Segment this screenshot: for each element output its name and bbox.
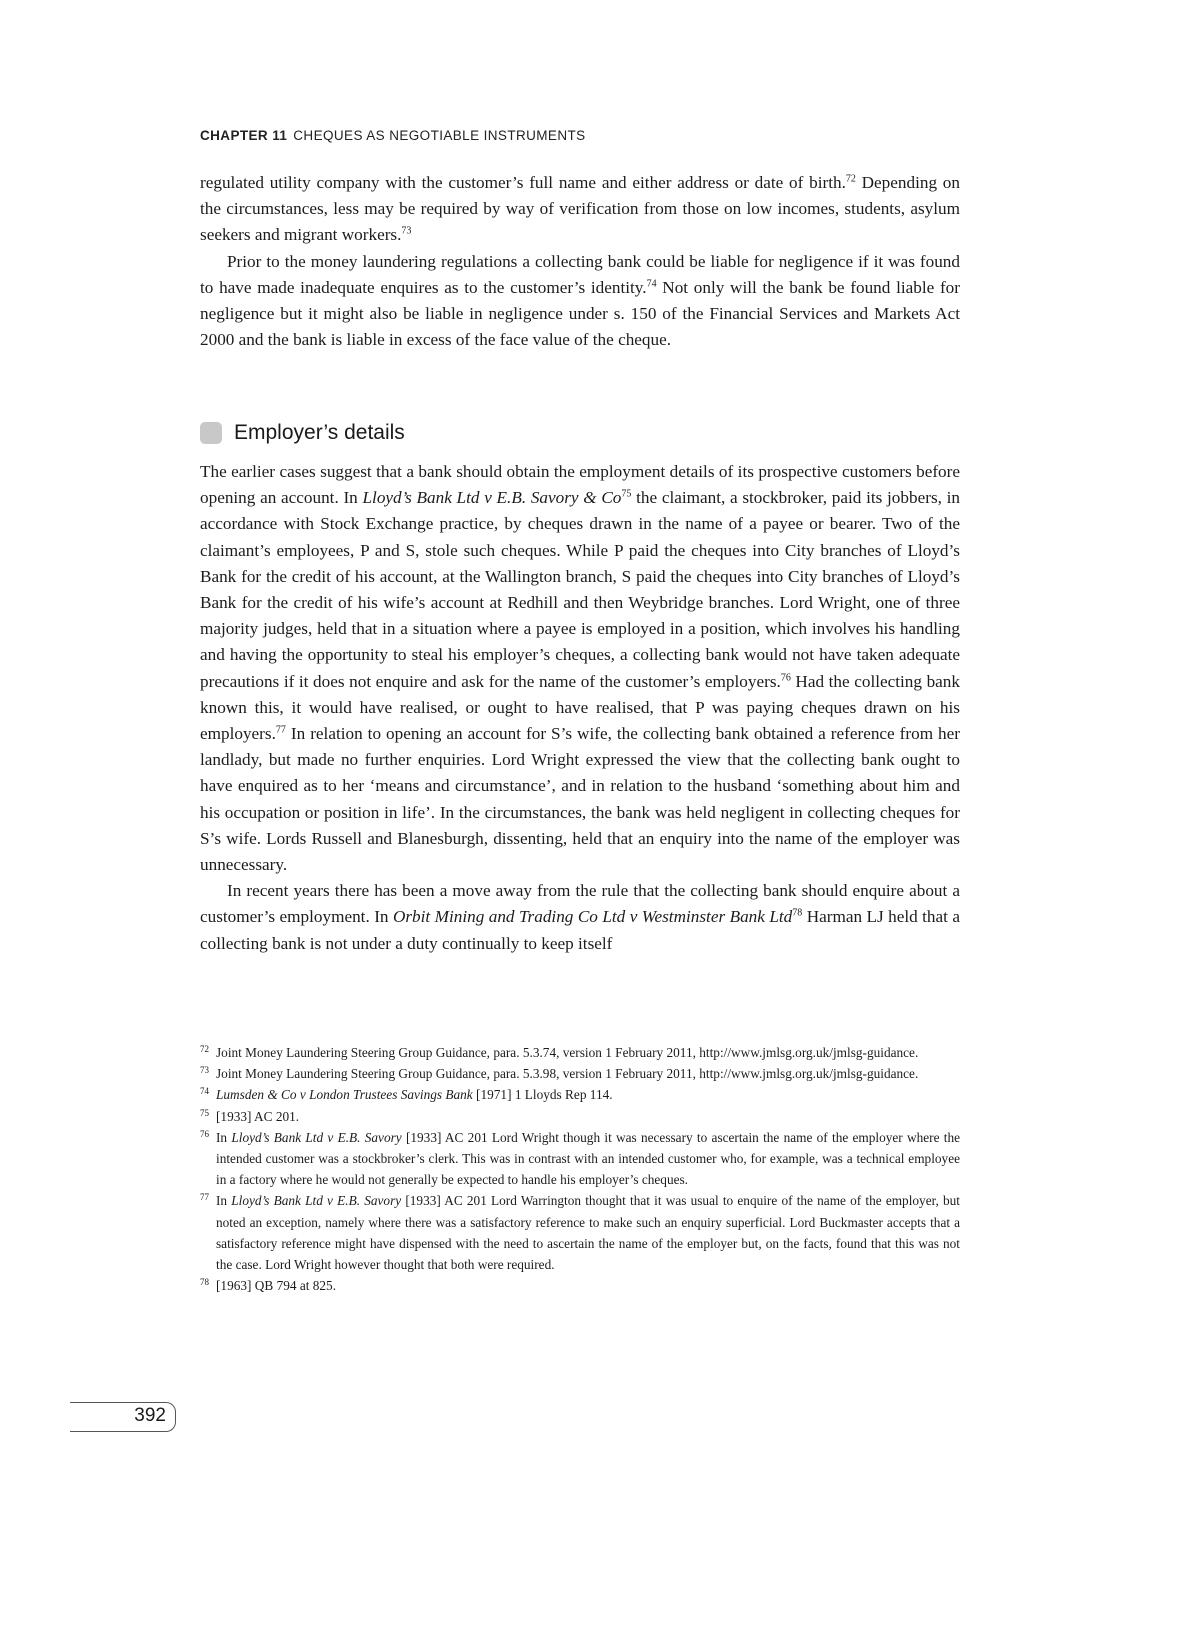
footnotes bbox=[200, 1042, 960, 1296]
footnote-number: 78 bbox=[200, 1277, 209, 1288]
footnote-text: [1971] 1 Lloyds Rep 114. bbox=[472, 1087, 613, 1103]
footnote-ref[interactable]: 75 bbox=[621, 488, 632, 500]
case-name: Lumsden & Co v London Trustees Savings Bank bbox=[216, 1087, 473, 1103]
footnote bbox=[200, 1127, 960, 1191]
footnote-text: Joint Money Laundering Steering Group Guidance, para. 5.3.98, version 1 February 2011, http://www.jmlsg.org.uk/jmlsg-guidance. bbox=[216, 1066, 919, 1082]
case-name: Orbit Mining and Trading Co Ltd v Westminster Bank Ltd bbox=[392, 907, 793, 927]
footnote-number: 72 bbox=[200, 1044, 209, 1054]
footnote bbox=[200, 1084, 960, 1105]
text-run: Not only will the bank be found liable for negligence but it might also be liable in negligence under s. 150 of the Financial Services and Markets Act 2000 and the bank is liable in excess of the face value of the cheque. bbox=[200, 277, 960, 350]
footnote-ref[interactable]: 78 bbox=[792, 907, 803, 919]
case-name: Lloyd’s Bank Ltd v E.B. Savory bbox=[231, 1193, 402, 1209]
text-run: Depending on the circumstances, less may be required by way of verification from those on low incomes, students, asylum seekers and migrant workers. bbox=[200, 173, 960, 245]
section-heading bbox=[200, 418, 405, 448]
text-run: Prior to the money laundering regulations a collecting bank could be liable for negligence if it was found to have made inadequate enquires as to the customer’s identity. bbox=[200, 251, 960, 297]
main-paragraph-2 bbox=[200, 878, 960, 957]
page-number: 392 bbox=[134, 1405, 166, 1426]
intro-paragraph-1 bbox=[200, 170, 960, 249]
case-name: Lloyd’s Bank Ltd v E.B. Savory & Co bbox=[362, 488, 622, 508]
main-text bbox=[200, 459, 960, 957]
footnote bbox=[200, 1063, 960, 1084]
chapter-label: CHAPTER 11 bbox=[200, 128, 288, 143]
footnote bbox=[200, 1106, 960, 1127]
text-run: In relation to opening an account for S’s wife, the collecting bank obtained a reference from her landlady, but made no further enquiries. Lord Wright expressed the view that the collecting bank ought to have enquired as to her ‘means and circumstance’, and in relation to the husband ‘something about him and his occupation or position in life’. In the circumstances, the bank was held negligent in collecting cheques for S’s wife. Lords Russell and Blanesburgh, dissenting, held that an enquiry into the name of the employer was unnecessary. bbox=[200, 724, 960, 875]
footnote-ref[interactable]: 72 bbox=[845, 173, 856, 185]
footnote-ref[interactable]: 77 bbox=[275, 724, 286, 736]
footnote-number: 75 bbox=[200, 1107, 209, 1118]
text-run: Had the collecting bank known this, it would have realised, or ought to have realised, that P was paying cheques drawn on his employers. bbox=[200, 671, 960, 744]
running-head bbox=[200, 128, 586, 143]
footnote bbox=[200, 1275, 960, 1296]
page-number-tab bbox=[70, 1402, 176, 1432]
footnote-number: 74 bbox=[200, 1086, 209, 1097]
footnote bbox=[200, 1042, 960, 1063]
footnote-ref[interactable]: 73 bbox=[401, 225, 412, 237]
text-run: regulated utility company with the customer’s full name and either address or date of birth. bbox=[200, 173, 846, 192]
footnote-ref[interactable]: 76 bbox=[780, 671, 791, 683]
main-paragraph-1 bbox=[200, 459, 960, 878]
footnote-number: 76 bbox=[200, 1128, 209, 1139]
footnote-text: Joint Money Laundering Steering Group Guidance, para. 5.3.74, version 1 February 2011, http://www.jmlsg.org.uk/jmlsg-guidance. bbox=[216, 1045, 919, 1060]
footnote-text: In bbox=[216, 1193, 232, 1209]
text-run: the claimant, a stockbroker, paid its jobbers, in accordance with Stock Exchange practice, by cheques drawn in the name of a payee or bearer. Two of the claimant’s employees, P and S, stole such cheques. While P paid the cheques into City branches of Lloyd’s Bank for the credit of his account, at the Wallington branch, S paid the cheques into City branches of Lloyd’s Bank for the credit of his wife’s account at Redhill and then Weybridge branches. Lord Wright, one of three majority judges, held that in a situation where a payee is employed in a position, which involves his handling and having the opportunity to steal his employer’s cheques, a collecting bank would not have taken adequate precautions if it does not enquire and ask for the name of the customer’s employers. bbox=[200, 488, 961, 691]
footnote-text: [1933] AC 201. bbox=[216, 1108, 300, 1124]
footnote-text: [1963] QB 794 at 825. bbox=[216, 1278, 337, 1294]
text-run: Harman LJ held that a collecting bank is not under a duty continually to keep itself bbox=[200, 907, 960, 953]
intro-text bbox=[200, 170, 960, 353]
footnote-ref[interactable]: 74 bbox=[646, 278, 657, 290]
case-name: Lloyd’s Bank Ltd v E.B. Savory bbox=[231, 1129, 402, 1145]
footnote-number: 73 bbox=[200, 1065, 209, 1076]
section-title: Employer’s details bbox=[234, 421, 405, 444]
footnote-text: In bbox=[216, 1129, 232, 1145]
text-run: In recent years there has been a move away from the rule that the collecting bank should enquire about a customer’s employment. In bbox=[200, 881, 960, 927]
footnote-text: [1933] AC 201 Lord Wright though it was necessary to ascertain the name of the employer where the intended customer was a stockbroker’s clerk. This was in contrast with an intended customer who, for example, was a technical employee in a factory where he would not generally be expected to handle his employer’s cheques. bbox=[216, 1129, 960, 1188]
footnote-number: 77 bbox=[200, 1192, 209, 1203]
footnote-text: [1933] AC 201 Lord Warrington thought that it was usual to enquire of the name of the employer, but noted an exception, namely where there was a satisfactory reference to make such an enquiry superficial. Lord Buckmaster accepts that a satisfactory reference might have dispensed with the need to ascertain the name of the employer but, on the facts, found that this was not the case. Lord Wright however thought that both were required. bbox=[216, 1193, 960, 1273]
section-bullet-icon bbox=[200, 422, 222, 444]
footnote bbox=[200, 1190, 960, 1275]
chapter-title: CHEQUES AS NEGOTIABLE INSTRUMENTS bbox=[293, 128, 586, 143]
intro-paragraph-2 bbox=[200, 249, 960, 354]
text-run: The earlier cases suggest that a bank should obtain the employment details of its prospective customers before opening an account. In bbox=[200, 462, 960, 508]
